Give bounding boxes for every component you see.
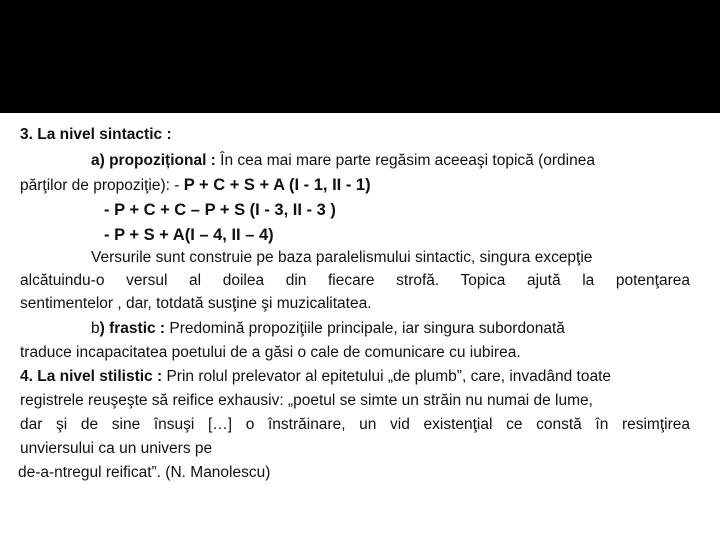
section-heading-stilistic <box>20 367 611 387</box>
line-text: de-a-ntregul reificat”. (N. Manolescu) <box>18 464 271 481</box>
line-text: registrele reuşeşte să reifice exhausiv: „poetul se simte un străin nu numai de lume, <box>20 392 593 409</box>
formula-3: - P + S + A(I – 4, II – 4) <box>104 226 274 244</box>
heading-text: 4. La nivel stilistic : <box>20 368 163 385</box>
line-text: Versurile sunt construie pe baza paralelismului sintactic, singura excepţie <box>91 249 593 266</box>
paragraph-line <box>18 463 270 483</box>
formula-2: - P + C + C – P + S (I - 3, II - 3 ) <box>104 201 336 219</box>
header-black-band <box>0 0 720 113</box>
line-text: sentimentelor , dar, totdată susţine şi muzicalitatea. <box>20 295 372 312</box>
line-text: b <box>91 320 100 337</box>
paragraph-line <box>20 343 521 363</box>
formula-1: P + C + S + A (I - 1, II - 1) <box>183 176 371 194</box>
line-text: părţilor de propoziţie): - <box>20 177 184 194</box>
line-text: unviersului ca un univers pe <box>20 440 213 457</box>
paragraph-line <box>20 391 593 411</box>
line-text: traduce incapacitatea poetului de a găsi o cale de comunicare cu iubirea. <box>20 344 521 361</box>
paragraph-line <box>20 439 212 459</box>
paragraph-line <box>91 151 595 171</box>
section-heading-sintactic <box>20 125 172 145</box>
paragraph-line <box>104 225 274 246</box>
line-text: dar şi de sine însuşi […] o înstrăinare, un vid existenţial ce constă în resimţirea <box>20 416 690 433</box>
paragraph-line <box>20 175 371 196</box>
paragraph-line <box>104 200 336 221</box>
paragraph-line <box>91 319 565 339</box>
line-text: Predomină propoziţiile principale, iar singura subordonată <box>165 320 565 337</box>
heading-text: 3. La nivel sintactic : <box>20 126 172 143</box>
subheading-propozitional: a) propozițional : <box>91 152 216 169</box>
paragraph-line <box>20 271 690 291</box>
paragraph-line <box>20 415 690 435</box>
subheading-frastic: ) frastic : <box>99 320 166 337</box>
paragraph-line <box>91 248 592 268</box>
line-text: Prin rolul prelevator al epitetului „de plumb”, care, invadând toate <box>162 368 612 385</box>
document-body <box>0 113 720 540</box>
line-text: alcătuindu-o versul al doilea din fiecare strofă. Topica ajută la potenţarea <box>20 272 690 289</box>
line-text: În cea mai mare parte regăsim aceeaşi topică (ordinea <box>215 152 595 169</box>
paragraph-line <box>20 294 372 314</box>
